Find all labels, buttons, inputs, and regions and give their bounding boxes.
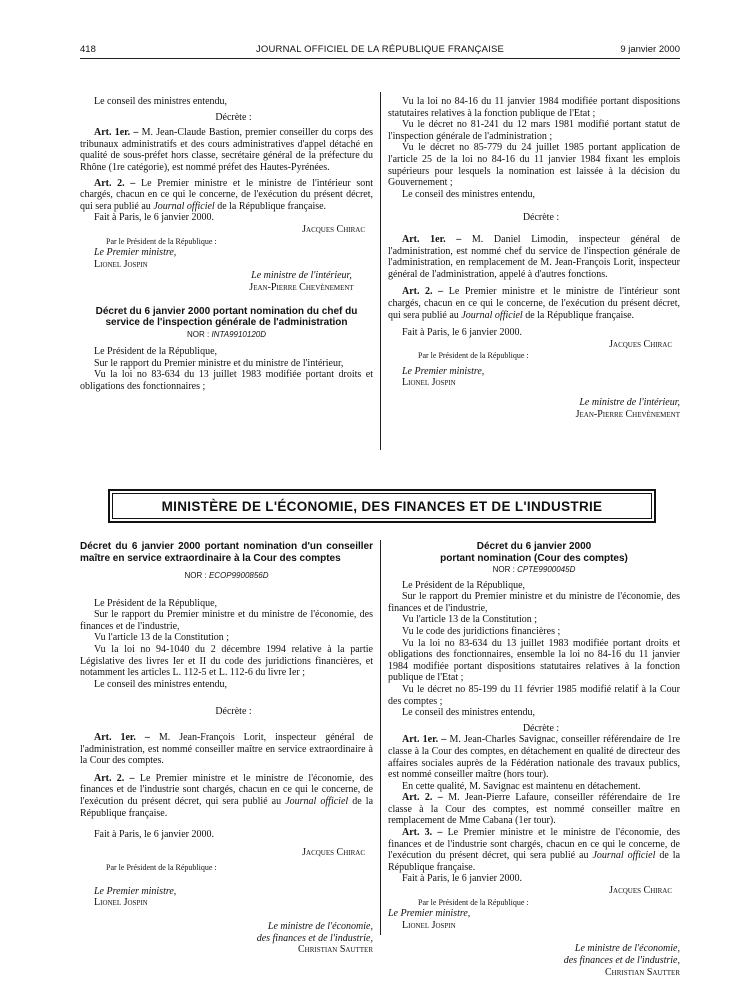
article-label: Art. 1er. – (94, 127, 139, 139)
nor-reference: NOR : INTA9910120D (186, 329, 267, 339)
article-1 (388, 734, 680, 780)
article-label: Art. 3. – (402, 827, 443, 839)
pm-name: Lionel Jospin (402, 377, 456, 389)
decree-title-cont: portant nomination (Cour des comptes) (440, 552, 628, 564)
journal-officiel-ref: Journal officiel (461, 309, 523, 321)
decree-paragraph: Vu le code des juridictions financières ; (402, 625, 561, 637)
fait-line: Fait à Paris, le 6 janvier 2000. (94, 212, 214, 224)
fait-line: Fait à Paris, le 6 janvier 2000. (94, 829, 214, 841)
minister-name: Jean-Pierre Chevènement (249, 281, 354, 293)
pm-name: Lionel Jospin (402, 919, 456, 931)
article-label: Art. 1er. – (402, 233, 462, 245)
minister-title: Le ministre de l'économie, (574, 943, 680, 955)
article-1 (80, 732, 373, 767)
decrete-heading: Décrète : (215, 706, 252, 718)
page-header (80, 44, 680, 59)
article-2 (388, 792, 680, 827)
minister-title: Le ministre de l'intérieur, (579, 397, 680, 409)
article-label: Art. 2. – (94, 772, 135, 784)
article-3 (388, 827, 680, 873)
decree-paragraph: Le Président de la République, (94, 597, 218, 609)
article-text: de la République française. (80, 795, 374, 819)
decree-title: Décret du 6 janvier 2000 portant nomination d'un conseiller maître en service extraordinaire à la Cour des comptes (80, 541, 373, 564)
conseil-line: Le conseil des ministres entendu, (94, 96, 228, 107)
article-label: Art. 1er. – (402, 734, 447, 746)
decree-paragraph: Vu le décret no 85-199 du 11 février 1985 modifié relatif à la Cour des comptes ; (388, 683, 680, 707)
decrete-heading: Décrète : (522, 212, 560, 224)
decree-paragraph: Sur le rapport du Premier ministre et du ministre de l'économie, des finances et de l'industrie, (80, 609, 373, 632)
article-text: M. Daniel Limodin, inspecteur général de l'administration, est nommé chef du service de l'inspection générale de l'administration, en remplacement de M. Jean-François Lorit, inspecteur général de l'administration, appelé à d'autres fonctions. (388, 233, 681, 280)
article-text: M. Jean-Charles Savignac, conseiller référendaire de 1re classe à la Cour des comptes, en détachement en qualité de directeur des affaires sociales auprès de la Fédération nationale des travaux publics, est nommé conseiller maître (hors tour). (388, 734, 681, 781)
journal-officiel-ref: Journal officiel (285, 795, 349, 807)
column-top-left (80, 96, 373, 392)
article-text: Le Premier ministre et le ministre de l'économie, des finances et de l'industrie sont chargés, chacun en ce qui le concerne, de l'exécution du présent décret, qui sera publié au (80, 772, 373, 807)
column-divider-top (380, 92, 381, 450)
decree-paragraph: Vu l'article 13 de la Constitution ; (94, 632, 230, 644)
column-bottom-right (388, 541, 680, 978)
minister-name: Christian Sautter (604, 966, 680, 978)
pm-name: Lionel Jospin (94, 258, 148, 270)
fait-line: Fait à Paris, le 6 janvier 2000. (402, 327, 522, 339)
decree-paragraph: Vu le décret no 81-241 du 12 mars 1981 modifié portant statut de l'inspection générale de l'administration ; (388, 119, 680, 142)
article-text: Le Premier ministre et le ministre de l'intérieur sont chargés, chacun en ce qui le concerne, de l'exécution du présent décret, qui sera publié au (388, 286, 681, 321)
nor-reference: NOR : ECOP9900856D (184, 571, 269, 580)
conseil-line: Le conseil des ministres entendu, (402, 188, 536, 200)
decree-paragraph: Vu la loi no 84-16 du 11 janvier 1984 modifiée portant dispositions statutaires relatives à la fonction publique de l'Etat ; (388, 96, 680, 119)
article-label: Art. 2. – (402, 792, 443, 804)
decree-paragraph: Sur le rapport du Premier ministre et du ministre de l'économie, des finances et de l'industrie, (388, 591, 680, 614)
issue-date: 9 janvier 2000 (620, 44, 680, 55)
decree-paragraph: Vu le décret no 85-779 du 24 juillet 1985 portant application de l'article 25 de la loi no 84-16 du 11 janvier 1984 fixant les emplois supérieurs pour lesquels la nomination est laissée à la décision du Gouvernement ; (388, 142, 680, 189)
par-president: Par le Président de la République : (106, 236, 217, 246)
ministry-name: MINISTÈRE DE L'ÉCONOMIE, DES FINANCES ET DE L'INDUSTRIE (112, 493, 652, 519)
pm-title: Le Premier ministre, (94, 247, 177, 259)
pm-title: Le Premier ministre, (388, 908, 471, 920)
pm-name: Lionel Jospin (94, 897, 148, 909)
minister-title: Le ministre de l'économie, (267, 921, 373, 933)
article-2 (80, 773, 373, 819)
minister-title-cont: des finances et de l'industrie, (563, 955, 680, 966)
article-label: Art. 2. – (402, 286, 444, 298)
journal-officiel-ref: Journal officiel (592, 850, 656, 862)
article-1 (80, 127, 373, 173)
decree-title: Décret du 6 janvier 2000 (476, 541, 592, 552)
column-bottom-left (80, 541, 373, 956)
decree-paragraph: Sur le rapport du Premier ministre et du ministre de l'intérieur, (94, 357, 344, 369)
decree-paragraph: Le Président de la République, (94, 346, 218, 358)
par-president: Par le Président de la République : (106, 863, 217, 873)
column-divider-bottom (380, 540, 381, 935)
minister-name: Jean-Pierre Chevènement (575, 408, 680, 420)
article-label: Art. 1er. – (94, 731, 150, 743)
pm-title: Le Premier ministre, (94, 885, 177, 897)
decree-title: Décret du 6 janvier 2000 portant nomination du chef du service de l'inspection générale de l'administration (95, 305, 358, 328)
article-text: M. Jean-Pierre Lafaure, conseiller référendaire de 1re classe à la Cour des comptes, est nommé conseiller maître en remplacement de Mme Cabana (1er tour). (388, 792, 681, 827)
minister-title-cont: des finances et de l'industrie, (256, 932, 373, 944)
article-text: Le Premier ministre et le ministre de l'économie, des finances et de l'industrie sont chargés, chacun en ce qui le concerne, de l'exécution du présent décret, qui sera publié au (388, 827, 681, 862)
president-signature: Jacques Chirac (302, 846, 365, 858)
fait-line: Fait à Paris, le 6 janvier 2000. (402, 873, 522, 885)
article-1-cont: En cette qualité, M. Savignac est maintenu en détachement. (402, 780, 641, 792)
article-text: Le Premier ministre et le ministre de l'intérieur sont chargés, chacun en ce qui le concerne, de l'exécution du présent décret, qui sera publié au (80, 177, 374, 212)
decree-paragraph: Vu la loi no 94-1040 du 2 décembre 1994 relative à la partie Législative des livres Ier et II du code des juridictions financières, et notamment les articles L. 112-5 et L. 112-6 du livre Ier ; (80, 643, 373, 679)
conseil-line: Le conseil des ministres entendu, (94, 678, 228, 690)
article-2 (80, 178, 373, 213)
journal-officiel-ref: Journal officiel (153, 200, 215, 212)
president-signature: Jacques Chirac (609, 885, 672, 897)
conseil-line: Le conseil des ministres entendu, (402, 707, 536, 719)
article-2 (388, 286, 680, 321)
column-top-right (388, 96, 680, 420)
page-number: 418 (80, 44, 96, 55)
article-text: de la République française. (217, 200, 327, 212)
decrete-heading: Décrète : (522, 722, 560, 734)
article-text: de la République française. (525, 309, 635, 321)
ministry-banner (108, 489, 656, 523)
decree-paragraph: Vu l'article 13 de la Constitution ; (402, 614, 538, 626)
nor-reference: NOR : CPTE9900045D (492, 565, 576, 574)
decree-paragraph: Vu la loi no 83-634 du 13 juillet 1983 modifiée portant droits et obligations des fonctionnaires, ensemble la loi no 84-16 du 11 janvier 1984 modifiée portant dispositions statutaires relatives à la fonction publique de l'Etat ; (388, 637, 680, 684)
decree-paragraph: Le Président de la République, (402, 579, 526, 591)
president-signature: Jacques Chirac (302, 223, 365, 235)
journal-title: JOURNAL OFFICIEL DE LA RÉPUBLIQUE FRANÇAISE (255, 44, 505, 55)
par-president: Par le Président de la République : (418, 897, 529, 907)
article-text: M. Jean-Claude Bastion, premier conseiller du corps des tribunaux administratifs et des cours administratives d'appel détaché en qualité de sous-préfet hors classe, secrétaire général de la préfecture du Rhône (1re catégorie), est nommé préfet des Hautes-Pyrénées. (80, 127, 374, 173)
article-1 (388, 234, 680, 280)
par-president: Par le Président de la République : (418, 351, 529, 361)
pm-title: Le Premier ministre, (402, 365, 485, 377)
decree-paragraph: Vu la loi no 83-634 du 13 juillet 1983 modifiée portant droits et obligations des fonctionnaires ; (80, 369, 373, 392)
minister-name: Christian Sautter (297, 944, 373, 956)
minister-title: Le ministre de l'intérieur, (251, 270, 352, 282)
article-text: M. Jean-François Lorit, inspecteur général de l'administration, est nommé conseiller maître en service extraordinaire à la Cour des comptes. (80, 731, 374, 767)
decrete-heading: Décrète : (215, 111, 252, 123)
president-signature: Jacques Chirac (609, 338, 672, 350)
article-text: de la République française. (388, 850, 681, 873)
article-label: Art. 2. – (94, 177, 136, 189)
